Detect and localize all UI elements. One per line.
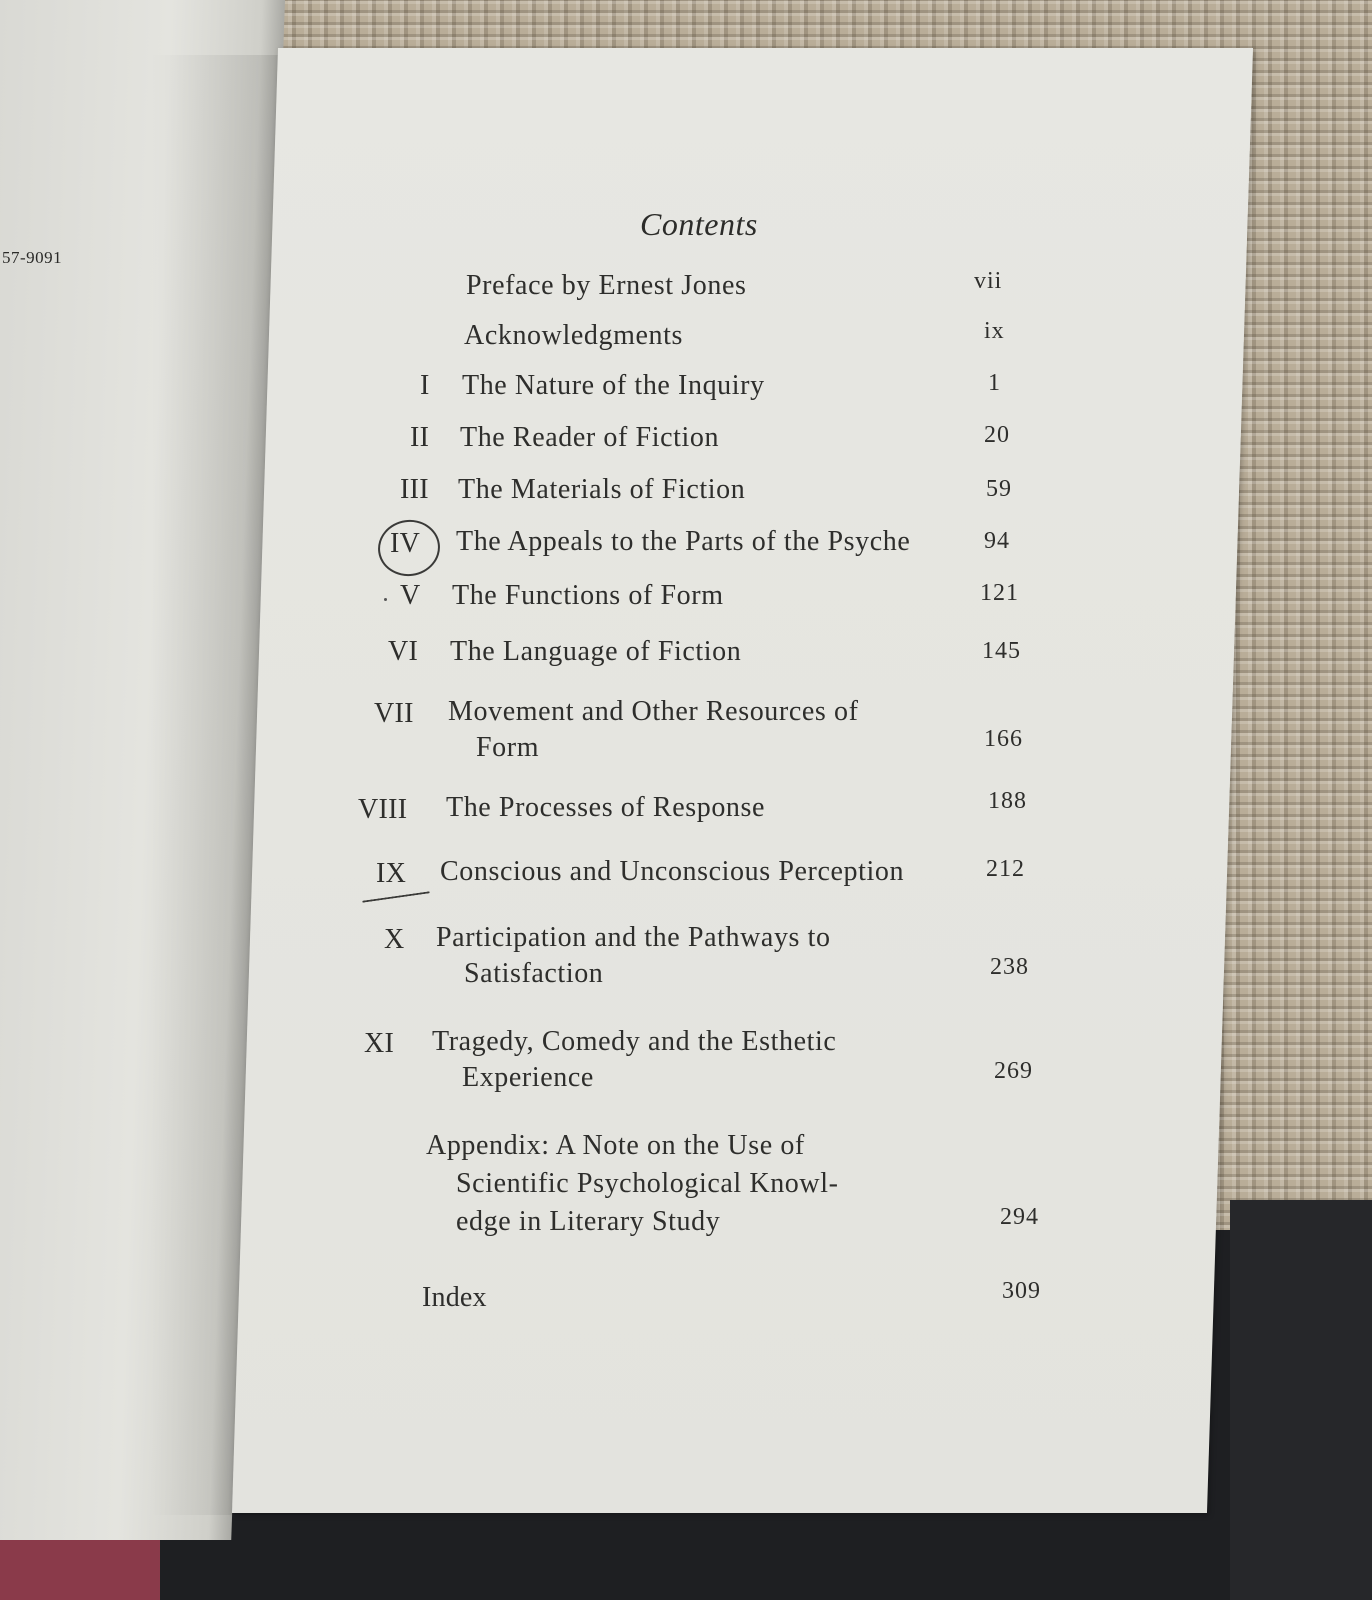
toc-entry-appendix-cont1: Scientific Psychological Knowl-: [456, 1168, 839, 1199]
contents-title: Contents: [640, 206, 758, 242]
toc-number-7: VII: [374, 698, 414, 729]
toc-entry-3: The Materials of Fiction: [458, 474, 746, 505]
toc-page-index: 309: [1002, 1278, 1041, 1304]
toc-page-5: 121: [980, 580, 1019, 606]
toc-entry-4: The Appeals to the Parts of the Psyche: [456, 526, 911, 557]
toc-entry-1: The Nature of the Inquiry: [462, 370, 765, 401]
toc-number-10: X: [384, 924, 405, 955]
toc-entry-8: The Processes of Response: [446, 792, 766, 823]
page-speck: [384, 598, 387, 601]
toc-number-4: IV: [390, 528, 421, 559]
toc-entry-appendix-cont2: edge in Literary Study: [456, 1206, 721, 1237]
toc-entry-acknowledgments: Acknowledgments: [464, 320, 683, 351]
toc-entry-11: Tragedy, Comedy and the Esthetic: [432, 1026, 837, 1057]
toc-number-3: III: [400, 474, 429, 505]
catalog-number: 57-9091: [2, 248, 63, 267]
toc-number-11: XI: [364, 1028, 395, 1059]
toc-page-1: 1: [988, 370, 1001, 396]
toc-entry-7: Movement and Other Resources of: [448, 696, 859, 727]
toc-entry-9: Conscious and Unconscious Perception: [440, 856, 905, 887]
toc-number-5: V: [400, 580, 421, 611]
toc-number-8: VIII: [358, 794, 408, 825]
toc-page-preface: vii: [974, 268, 1003, 294]
toc-page-2: 20: [984, 422, 1010, 448]
toc-entry-10-cont: Satisfaction: [464, 958, 604, 989]
toc-number-2: II: [410, 422, 430, 453]
toc-page-acknowledgments: ix: [984, 318, 1005, 344]
toc-entry-11-cont: Experience: [462, 1062, 594, 1093]
toc-entry-7-cont: Form: [476, 732, 540, 763]
toc-entry-6: The Language of Fiction: [450, 636, 742, 667]
toc-page-9: 212: [986, 856, 1025, 882]
toc-entry-preface: Preface by Ernest Jones: [466, 270, 747, 301]
toc-page-11: 269: [994, 1058, 1033, 1084]
toc-page-3: 59: [986, 476, 1012, 502]
toc-page-4: 94: [984, 528, 1010, 554]
toc-page-6: 145: [982, 638, 1021, 664]
toc-entry-2: The Reader of Fiction: [460, 422, 720, 453]
toc-number-9: IX: [376, 858, 407, 889]
toc-page-8: 188: [988, 788, 1027, 814]
toc-number-1: I: [420, 370, 430, 401]
toc-entry-5: The Functions of Form: [452, 580, 724, 611]
toc-entry-index: Index: [422, 1282, 487, 1313]
toc-page-7: 166: [984, 726, 1023, 752]
contents-page: [232, 48, 1253, 1513]
book-cover-dark-right: [1230, 1200, 1372, 1600]
toc-entry-10: Participation and the Pathways to: [436, 922, 831, 953]
toc-entry-appendix: Appendix: A Note on the Use of: [426, 1130, 805, 1161]
toc-page-10: 238: [990, 954, 1029, 980]
toc-number-6: VI: [388, 636, 419, 667]
toc-page-appendix: 294: [1000, 1204, 1039, 1230]
